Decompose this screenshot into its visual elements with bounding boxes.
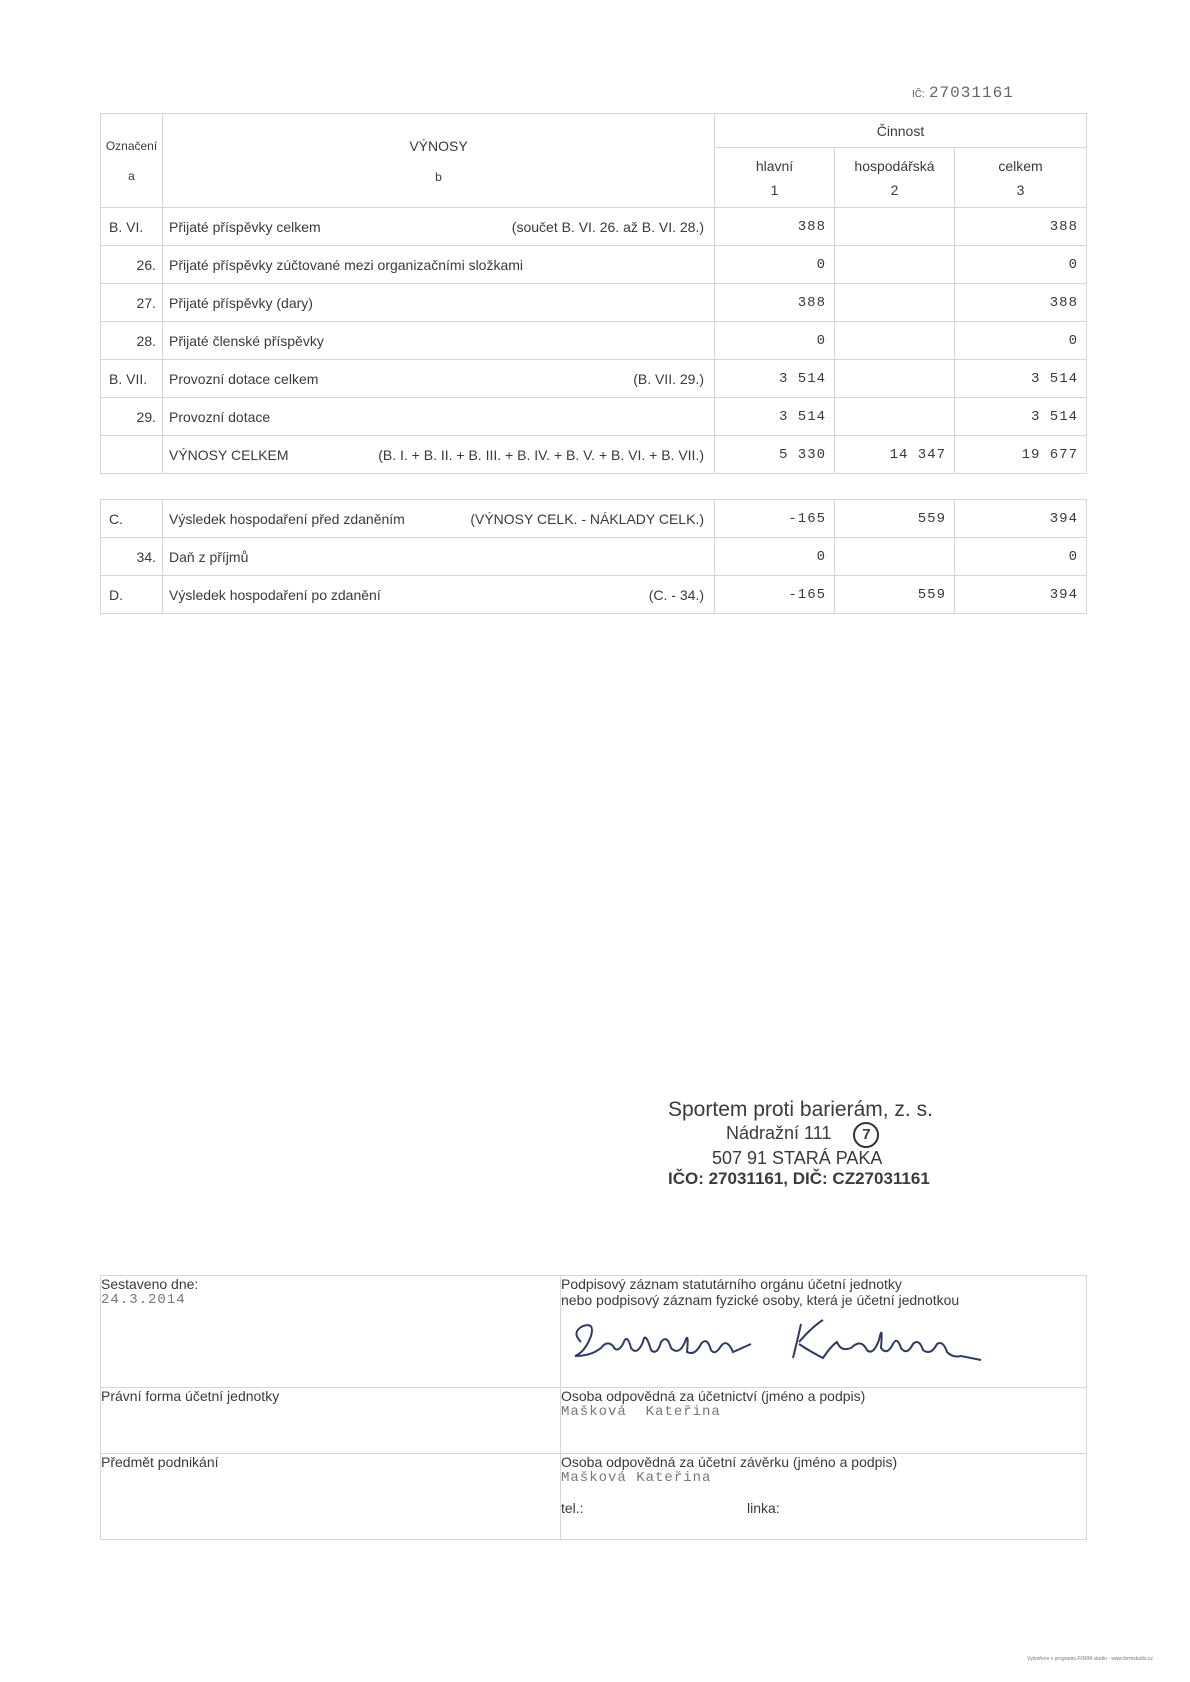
tel-label: tel.: (561, 1500, 584, 1516)
stamp-circle-number: 7 (853, 1122, 879, 1148)
row-desc: Přijaté příspěvky zúčtované mezi organizačními složkami (163, 246, 715, 284)
row-value-hospodarska (835, 246, 955, 284)
osoba-zaverka-label: Osoba odpovědná za účetní závěrku (jméno a podpis) (561, 1454, 898, 1470)
stamp-street: Nádražní 111 7 (668, 1122, 958, 1148)
sestaveno-cell (101, 1276, 561, 1388)
vynosy-table (100, 113, 1087, 474)
row-value-hospodarska: 559 (835, 500, 955, 538)
row-value-hlavni: 388 (715, 208, 835, 246)
stamp-ico-dic: IČO: 27031161, DIČ: CZ27031161 (668, 1169, 930, 1188)
row-value-hlavni: 0 (715, 538, 835, 576)
row-value-hlavni: -165 (715, 500, 835, 538)
row-code: D. (101, 576, 163, 614)
header-col-celkem: celkem 3 (955, 148, 1087, 208)
predmet-cell (101, 1454, 561, 1540)
table-row (101, 284, 1087, 322)
row-value-hospodarska: 559 (835, 576, 955, 614)
row-value-hospodarska: 14 347 (835, 436, 955, 474)
row-value-hospodarska (835, 360, 955, 398)
row-value-celkem: 388 (955, 208, 1087, 246)
row-value-celkem: 394 (955, 576, 1087, 614)
osoba-ucetnictvi-value: Mašková Kateřina (561, 1404, 721, 1420)
organization-stamp (668, 1098, 958, 1189)
row-value-celkem: 3 514 (955, 360, 1087, 398)
row-value-hlavni: 3 514 (715, 360, 835, 398)
row-value-hlavni: 388 (715, 284, 835, 322)
footer-credit: Vytvořeno v programu FORM studio - www.formstudio.cz (1027, 1656, 1153, 1662)
row-desc: Přijaté členské příspěvky (163, 322, 715, 360)
stamp-name: Sportem proti barierám, z. s. (668, 1098, 933, 1121)
row-code: 34. (101, 538, 163, 576)
ic-label: IČ: (912, 89, 925, 100)
header-col-hlavni: hlavní 1 (715, 148, 835, 208)
row-value-hlavni: 3 514 (715, 398, 835, 436)
row-value-hospodarska (835, 538, 955, 576)
table-row (101, 246, 1087, 284)
row-value-hlavni: 5 330 (715, 436, 835, 474)
table-row (101, 576, 1087, 614)
row-value-celkem: 0 (955, 246, 1087, 284)
table-row-total (101, 436, 1087, 474)
pravni-forma-label: Právní forma účetní jednotky (101, 1388, 280, 1404)
header-vynosy: VÝNOSY b (163, 114, 715, 208)
osoba-zaverka-cell (561, 1454, 1087, 1540)
sestaveno-value: 24.3.2014 (101, 1292, 186, 1308)
osoba-ucetnictvi-label: Osoba odpovědná za účetnictví (jméno a podpis) (561, 1388, 866, 1404)
podpis-label-1: Podpisový záznam statutárního orgánu účetní jednotky (561, 1276, 902, 1292)
row-value-celkem: 3 514 (955, 398, 1087, 436)
row-code: B. VII. (101, 360, 163, 398)
row-code: 29. (101, 398, 163, 436)
header-oznaceni: Označení a (101, 114, 163, 208)
row-desc: Výsledek hospodaření po zdanění (C. - 34.) (163, 576, 715, 614)
vysledek-table (100, 499, 1087, 614)
row-code (101, 436, 163, 474)
row-desc: Přijaté příspěvky celkem (součet B. VI. 26. až B. VI. 28.) (163, 208, 715, 246)
row-value-hlavni: 0 (715, 246, 835, 284)
signature-image (561, 1312, 1001, 1372)
row-value-celkem: 394 (955, 500, 1087, 538)
signature-table (100, 1275, 1087, 1540)
row-value-hlavni: -165 (715, 576, 835, 614)
table-row (101, 500, 1087, 538)
row-desc: Provozní dotace celkem (B. VII. 29.) (163, 360, 715, 398)
row-value-hlavni: 0 (715, 322, 835, 360)
row-desc: Provozní dotace (163, 398, 715, 436)
row-value-celkem: 0 (955, 538, 1087, 576)
table-row (101, 398, 1087, 436)
podpis-label-2: nebo podpisový záznam fyzické osoby, která je účetní jednotkou (561, 1292, 960, 1308)
table-row (101, 360, 1087, 398)
row-desc: Daň z příjmů (163, 538, 715, 576)
row-desc: VÝNOSY CELKEM (B. I. + B. II. + B. III. + B. IV. + B. V. + B. VI. + B. VII.) (163, 436, 715, 474)
stamp-city: 507 91 STARÁ PAKA (712, 1148, 883, 1168)
osoba-ucetnictvi-cell (561, 1388, 1087, 1454)
row-value-celkem: 0 (955, 322, 1087, 360)
row-code: B. VI. (101, 208, 163, 246)
row-desc: Výsledek hospodaření před zdaněním (VÝNOSY CELK. - NÁKLADY CELK.) (163, 500, 715, 538)
row-code: C. (101, 500, 163, 538)
row-code: 28. (101, 322, 163, 360)
row-value-hospodarska (835, 208, 955, 246)
row-value-hospodarska (835, 398, 955, 436)
pravni-forma-cell (101, 1388, 561, 1454)
podpis-cell (561, 1276, 1087, 1388)
table-row (101, 208, 1087, 246)
row-value-hospodarska (835, 322, 955, 360)
header-cinnost: Činnost (715, 114, 1087, 148)
predmet-label: Předmět podnikání (101, 1454, 219, 1470)
row-value-celkem: 19 677 (955, 436, 1087, 474)
row-value-hospodarska (835, 284, 955, 322)
row-value-celkem: 388 (955, 284, 1087, 322)
linka-label: linka: (747, 1500, 780, 1516)
row-code: 26. (101, 246, 163, 284)
osoba-zaverka-value: Mašková Kateřina (561, 1470, 712, 1486)
row-code: 27. (101, 284, 163, 322)
sestaveno-label: Sestaveno dne: (101, 1276, 199, 1292)
table-row (101, 538, 1087, 576)
ic-field (912, 84, 1014, 102)
row-desc: Přijaté příspěvky (dary) (163, 284, 715, 322)
ic-value: 27031161 (928, 84, 1014, 102)
table-row (101, 322, 1087, 360)
header-col-hospodarska: hospodářská 2 (835, 148, 955, 208)
